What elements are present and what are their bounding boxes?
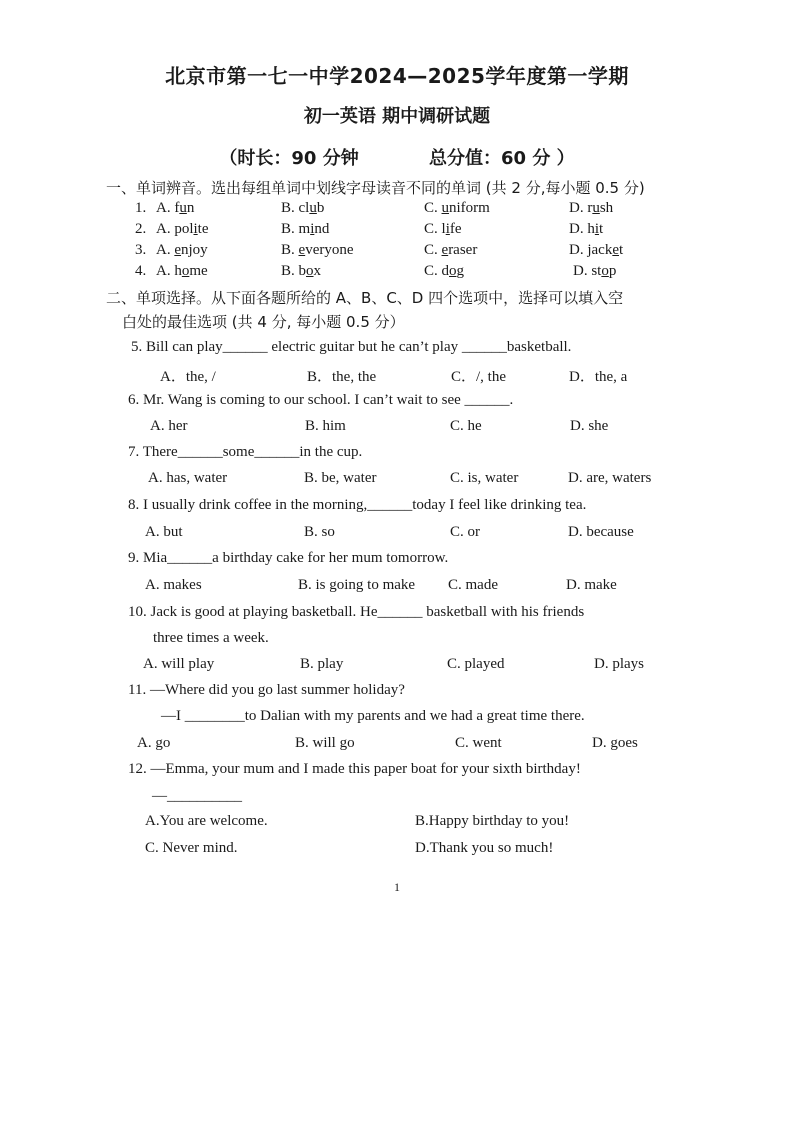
question-12-stem: 12. —Emma, your mum and I made this paper boat for your sixth birthday! [128,761,581,777]
question-12-answer-blank: —__________ [152,788,242,804]
option-a: A. but [145,524,183,540]
question-11-stem-cont: —I ________to Dalian with my parents and we had a great time there. [161,708,585,724]
option-d: D. she [570,418,609,434]
option-c: C．/, the [451,369,506,385]
question-row-2 [0,221,794,243]
option-b: B．the, the [307,369,377,385]
question-7-options [0,470,794,492]
question-12-options-row-2 [0,840,794,862]
option-b: B. so [304,524,335,540]
option-d: D. because [568,524,634,540]
option-a: A. her [150,418,188,434]
option-d: D. goes [592,735,638,751]
question-row-1 [0,200,794,222]
question-number: 3. [135,242,147,258]
exam-total-score: 总分值：60 分 ） [429,148,575,169]
option-d: D.Thank you so much! [415,840,554,856]
question-11-stem: 11. —Where did you go last summer holiday? [128,682,405,698]
option-d: D. stop [573,263,617,279]
question-5-stem: 5. Bill can play______ electric guitar but he can’t play ______basketball. [131,339,572,355]
option-c: C. or [450,524,480,540]
question-10-stem: 10. Jack is good at playing basketball. He______ basketball with his friends [128,604,585,620]
option-a: A.You are welcome. [145,813,268,829]
question-number: 1. [135,200,147,216]
question-row-4 [0,263,794,285]
question-9-options [0,577,794,599]
option-a: A. has, water [148,470,228,486]
option-a: A. enjoy [156,242,208,258]
option-c: C. is, water [450,470,519,486]
option-b: B. mind [281,221,330,237]
page-number: 1 [394,880,400,894]
option-a: A. makes [145,577,202,593]
option-b: B. box [281,263,322,279]
option-d: D. are, waters [568,470,652,486]
option-a: A. will play [143,656,215,672]
option-b: B.Happy birthday to you! [415,813,570,829]
option-a: A. home [156,263,208,279]
option-d: D. rush [569,200,614,216]
option-c: C. made [448,577,498,593]
option-b: B. him [305,418,346,434]
exam-subtitle: 初一英语 期中调研试题 [303,106,491,127]
section-1-heading: 一、单词辨音。选出每组单词中划线字母读音不同的单词 (共 2 分,每小题 0.5 分) [106,179,645,197]
question-number: 4. [135,263,147,279]
question-12-options-row-1 [0,813,794,835]
option-a: A．the, / [160,369,216,385]
question-number: 2. [135,221,147,237]
option-a: A. polite [156,221,209,237]
option-b: B. is going to make [298,577,416,593]
question-10-stem-cont: three times a week. [153,630,269,646]
option-c: C. played [447,656,505,672]
option-c: C. he [450,418,482,434]
option-a: A. fun [156,200,195,216]
question-7-stem: 7. There______some______in the cup. [128,444,363,460]
option-c: C. dog [424,263,465,279]
section-2-heading: 二、单项选择。从下面各题所给的 A、B、C、D 四个选项中，选择可以填入空 白处的最佳选项 (共 4 分, 每小题 0.5 分） [106,289,624,331]
question-8-options [0,524,794,546]
option-b: B. be, water [304,470,377,486]
option-b: B. will go [295,735,355,751]
option-d: D. hit [569,221,604,237]
exam-duration: （时长：90 分钟 [219,148,359,169]
option-b: B. club [281,200,325,216]
exam-meta [0,144,794,170]
option-c: C. uniform [424,200,490,216]
question-row-3 [0,242,794,264]
question-9-stem: 9. Mia______a birthday cake for her mum tomorrow. [128,550,449,566]
option-b: B. everyone [281,242,354,258]
question-10-options [0,656,794,678]
option-d: D．the, a [569,369,628,385]
question-5-options [0,365,794,387]
option-c: C. went [455,735,502,751]
option-c: C. eraser [424,242,478,258]
question-8-stem: 8. I usually drink coffee in the morning,______today I feel like drinking tea. [128,497,587,513]
option-d: D. plays [594,656,644,672]
option-b: B. play [300,656,344,672]
question-11-options [0,735,794,757]
option-d: D. make [566,577,617,593]
question-6-options [0,418,794,440]
question-6-stem: 6. Mr. Wang is coming to our school. I can’t wait to see ______. [128,392,514,408]
option-c: C. Never mind. [145,840,238,856]
option-c: C. life [424,221,462,237]
exam-title: 北京市第一七一中学2024—2025学年度第一学期 [165,64,629,88]
option-a: A. go [137,735,171,751]
option-d: D. jacket [569,242,624,258]
